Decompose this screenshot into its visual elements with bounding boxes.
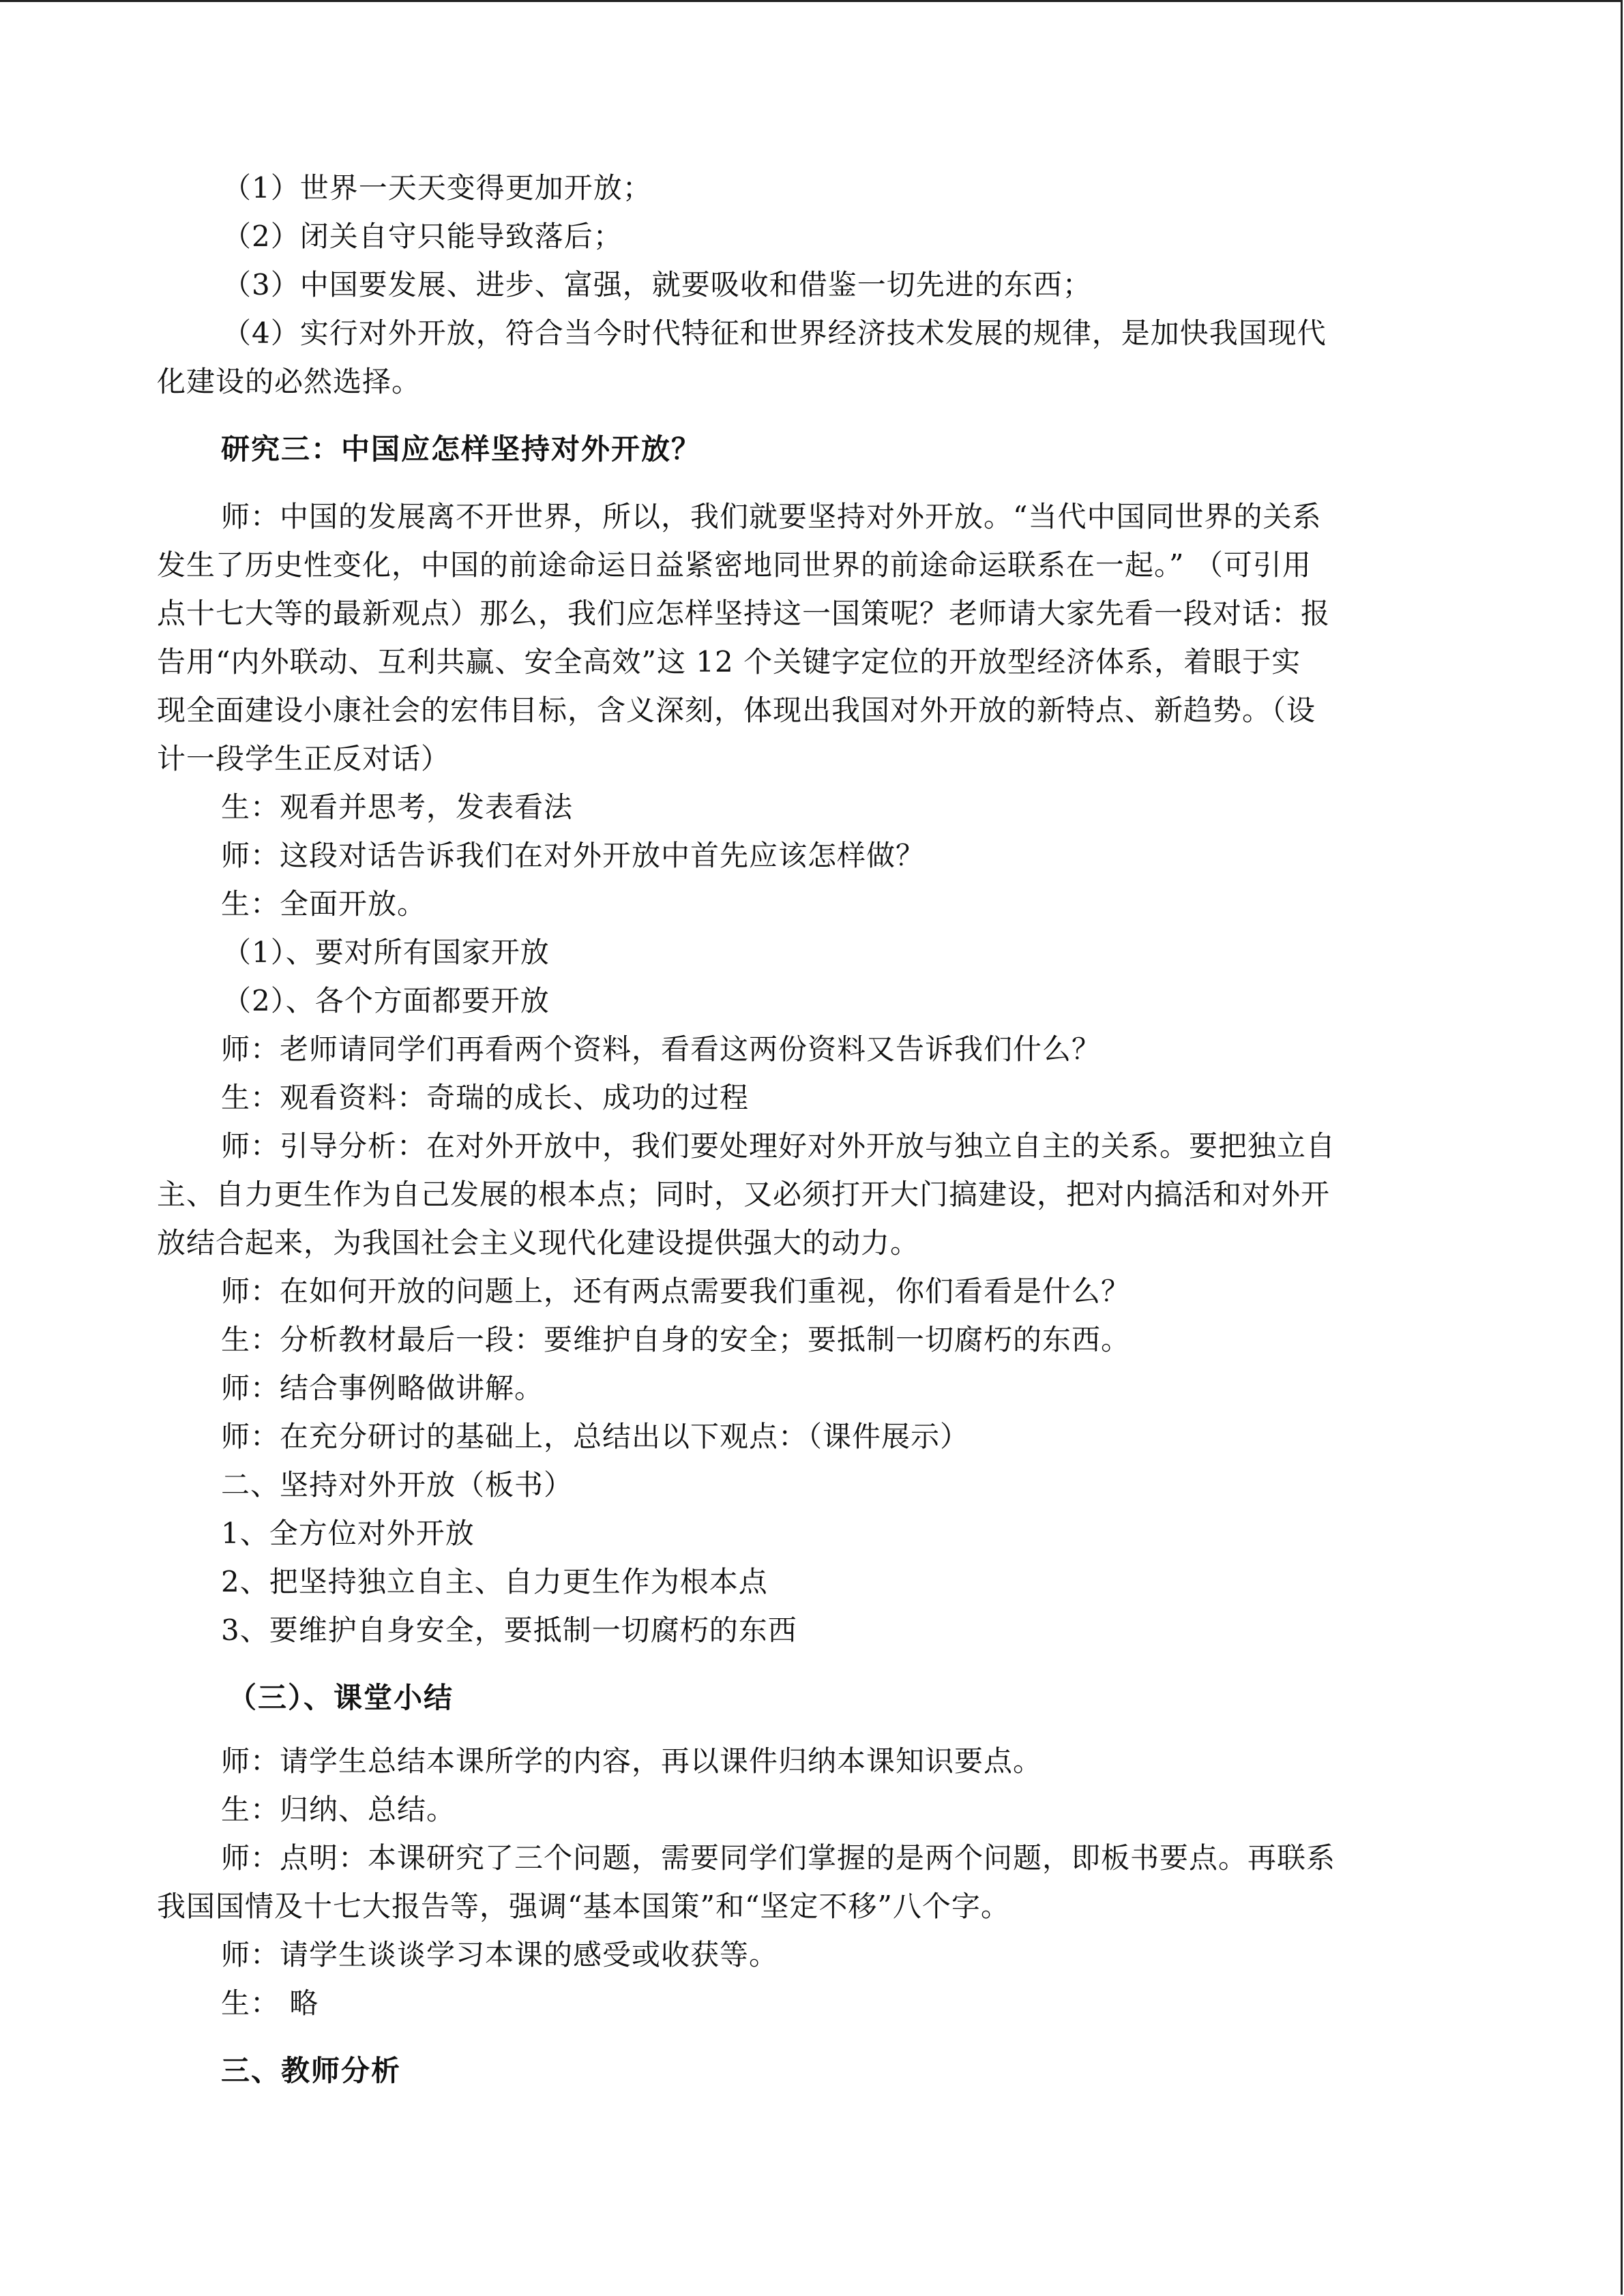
paragraph-line: 计一段学生正反对话） <box>157 742 451 775</box>
paragraph-line: 师：中国的发展离不开世界，所以，我们就要坚持对外开放。“当代中国同世界的关系 <box>221 500 1322 533</box>
board-point: 2、把坚持独立自主、自力更生作为根本点 <box>221 1565 768 1598</box>
board-heading: 二、坚持对外开放（板书） <box>221 1468 574 1502</box>
paragraph-line: 放结合起来，为我国社会主义现代化建设提供强大的动力。 <box>157 1226 920 1259</box>
list-item-continued: 化建设的必然选择。 <box>157 365 422 398</box>
sub-point: （1）、要对所有国家开放 <box>222 936 550 969</box>
paragraph <box>157 492 1466 783</box>
section-heading: （三）、课堂小结 <box>228 1681 454 1714</box>
list-item: （4）实行对外开放，符合当今时代特征和世界经济技术发展的规律，是加快我国现代 <box>222 316 1327 350</box>
dialogue-line: 生：分析教材最后一段：要维护自身的安全；要抵制一切腐朽的东西。 <box>221 1323 1131 1356</box>
list-item: （3）中国要发展、进步、富强，就要吸收和借鉴一切先进的东西； <box>222 268 1092 301</box>
dialogue-line: 师：这段对话告诉我们在对外开放中首先应该怎样做？ <box>221 839 926 872</box>
dialogue-line: 生： 略 <box>221 1986 319 2020</box>
dialogue-line: 生：全面开放。 <box>221 887 427 921</box>
dialogue-line-continued: 我国国情及十七大报告等，强调“基本国策”和“坚定不移”八个字。 <box>157 1890 1010 1923</box>
board-point: 3、要维护自身安全，要抵制一切腐朽的东西 <box>221 1613 797 1647</box>
dialogue-line: 师：点明：本课研究了三个问题，需要同学们掌握的是两个问题，即板书要点。再联系 <box>221 1841 1336 1875</box>
dialogue-line: 生：归纳、总结。 <box>221 1793 456 1826</box>
dialogue-line: 师：在充分研讨的基础上，总结出以下观点：（课件展示） <box>221 1420 970 1453</box>
paragraph-line: 现全面建设小康社会的宏伟目标，含义深刻，体现出我国对外开放的新特点、新趋势。（设 <box>157 694 1316 727</box>
paragraph-line: 主、自力更生作为自己发展的根本点；同时，又必须打开大门搞建设，把对内搞活和对外开 <box>157 1178 1331 1211</box>
document-body <box>157 164 1466 2095</box>
board-point: 1、全方位对外开放 <box>221 1517 475 1550</box>
section-heading: 研究三：中国应怎样坚持对外开放？ <box>221 432 702 466</box>
dialogue-line: 生：观看并思考，发表看法 <box>221 790 574 824</box>
dialogue-line: 师：老师请同学们再看两个资料，看看这两份资料又告诉我们什么？ <box>221 1032 1102 1066</box>
paragraph-line: 告用“内外联动、互利共赢、安全高效”这 12 个关键字定位的开放型经济体系，着眼于实 <box>157 645 1301 679</box>
section-heading: 三、教师分析 <box>221 2054 402 2087</box>
paragraph-line: 师：引导分析：在对外开放中，我们要处理好对外开放与独立自主的关系。要把独立自 <box>221 1129 1336 1163</box>
dialogue-line: 师：请学生总结本课所学的内容，再以课件归纳本课知识要点。 <box>221 1744 1043 1778</box>
dialogue-line: 师：在如何开放的问题上，还有两点需要我们重视，你们看看是什么？ <box>221 1274 1131 1308</box>
list-item: （1）世界一天天变得更加开放； <box>222 171 652 205</box>
dialogue-line: 师：请学生谈谈学习本课的感受或收获等。 <box>221 1938 779 1971</box>
paragraph-line: 点十七大等的最新观点）那么，我们应怎样坚持这一国策呢？老师请大家先看一段对话：报 <box>157 597 1331 630</box>
dialogue-line: 师：结合事例略做讲解。 <box>221 1371 544 1405</box>
paragraph-line: 发生了历史性变化，中国的前途命运日益紧密地同世界的前途命运联系在一起。” （可引用 <box>157 548 1312 582</box>
sub-point: （2）、各个方面都要开放 <box>222 984 550 1017</box>
dialogue-line: 生：观看资料：奇瑞的成长、成功的过程 <box>221 1081 750 1114</box>
list-item: （2）闭关自守只能导致落后； <box>222 220 623 253</box>
